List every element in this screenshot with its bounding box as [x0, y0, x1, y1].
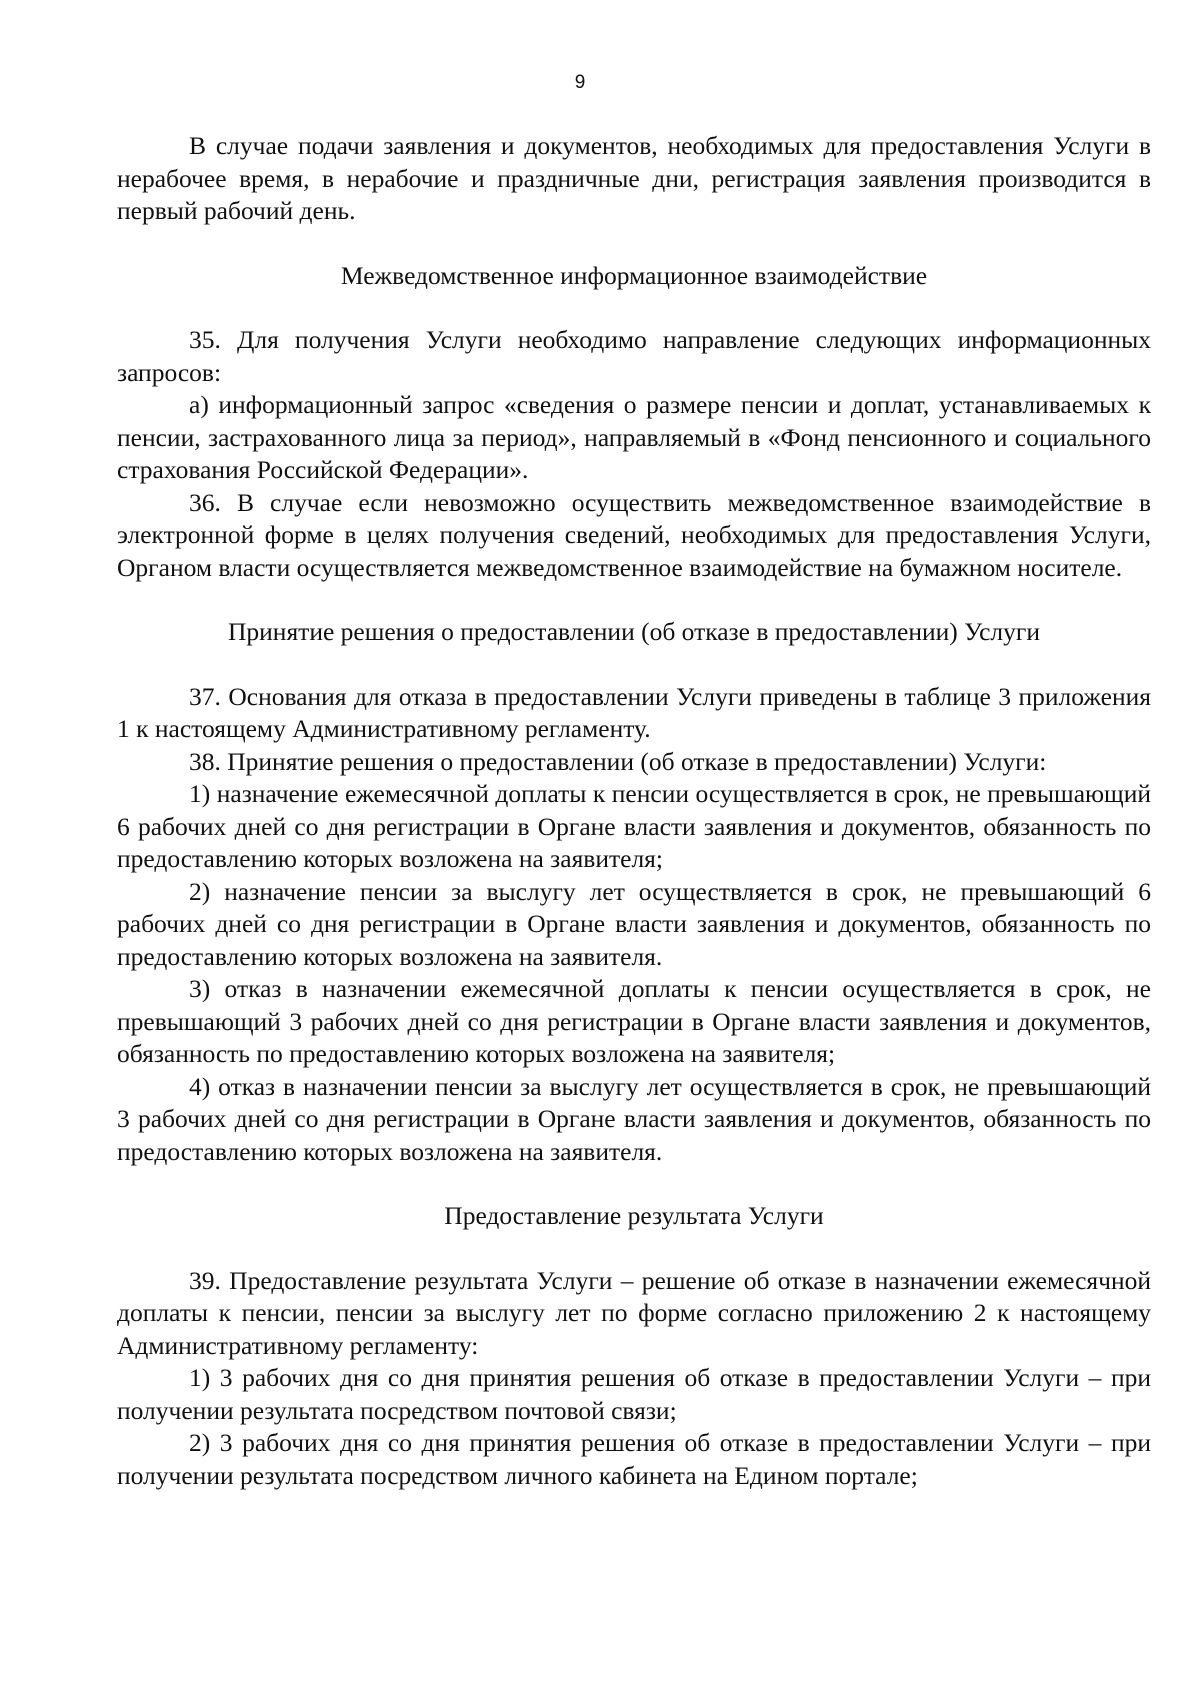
- paragraph-36: 36. В случае если невозможно осуществить межведомственное взаимодействие в электронной форме в целях получения сведений, необходимых для предоставления Услуги, Органом власти осуществляется межведомственное взаимодействие на бумажном носителе.: [117, 487, 1151, 582]
- page-number: 9: [574, 72, 586, 93]
- section-heading-interagency: Межведомственное информационное взаимодействие: [340, 260, 928, 290]
- section-heading-decision: Принятие решения о предоставлении (об отказе в предоставлении) Услуги: [227, 617, 1041, 646]
- paragraph-39-2: 2) 3 рабочих дня со дня принятия решения об отказе в предоставлении Услуги – при получении результата посредством личного кабинета на Едином портале;: [117, 1428, 1151, 1490]
- document-body: [117, 130, 1151, 1492]
- paragraph-38: 38. Принятие решения о предоставлении (об отказе в предоставлении) Услуги:: [189, 746, 1047, 776]
- paragraph-38-3: 3) отказ в назначении ежемесячной доплаты к пенсии осуществляется в срок, не превышающий 3 рабочих дней со дня регистрации в Органе власти заявления и документов, обязанность по предоставлению которых возложена на заявителя;: [117, 974, 1151, 1068]
- paragraph-39: 39. Предоставление результата Услуги – решение об отказе в назначении ежемесячной доплаты к пенсии, пенсии за выслугу лет по форме согласно приложению 2 к настоящему Административному регламенту:: [117, 1265, 1151, 1360]
- paragraph-38-4: 4) отказ в назначении пенсии за выслугу лет осуществляется в срок, не превышающий 3 рабочих дней со дня регистрации в Органе власти заявления и документов, обязанность по предоставлению которых возложена на заявителя.: [117, 1071, 1151, 1166]
- paragraph-38-2: 2) назначение пенсии за выслугу лет осуществляется в срок, не превышающий 6 рабочих дней со дня регистрации в Органе власти заявления и документов, обязанность по предоставлению которых возложена на заявителя.: [117, 876, 1151, 971]
- paragraph-35-a: а) информационный запрос «сведения о размере пенсии и доплат, устанавливаемых к пенсии, застрахованного лица за период», направляемый в «Фонд пенсионного и социального страхования Российской Федерации».: [117, 390, 1151, 484]
- paragraph-registration-non-working-time: В случае подачи заявления и документов, необходимых для предоставления Услуги в нерабочее время, в нерабочие и праздничные дни, регистрация заявления производится в первый рабочий день.: [117, 131, 1151, 225]
- paragraph-38-1: 1) назначение ежемесячной доплаты к пенсии осуществляется в срок, не превышающий 6 рабочих дней со дня регистрации в Органе власти заявления и документов, обязанность по предоставлению которых возложена на заявителя;: [117, 779, 1151, 873]
- paragraph-35: 35. Для получения Услуги необходимо направление следующих информационных запросов:: [117, 325, 1151, 387]
- paragraph-37: 37. Основания для отказа в предоставлении Услуги приведены в таблице 3 приложения 1 к настоящему Административному регламенту.: [117, 681, 1151, 743]
- section-heading-result: Предоставление результата Услуги: [444, 1201, 824, 1230]
- paragraph-39-1: 1) 3 рабочих дня со дня принятия решения об отказе в предоставлении Услуги – при получении результата посредством почтовой связи;: [117, 1363, 1151, 1425]
